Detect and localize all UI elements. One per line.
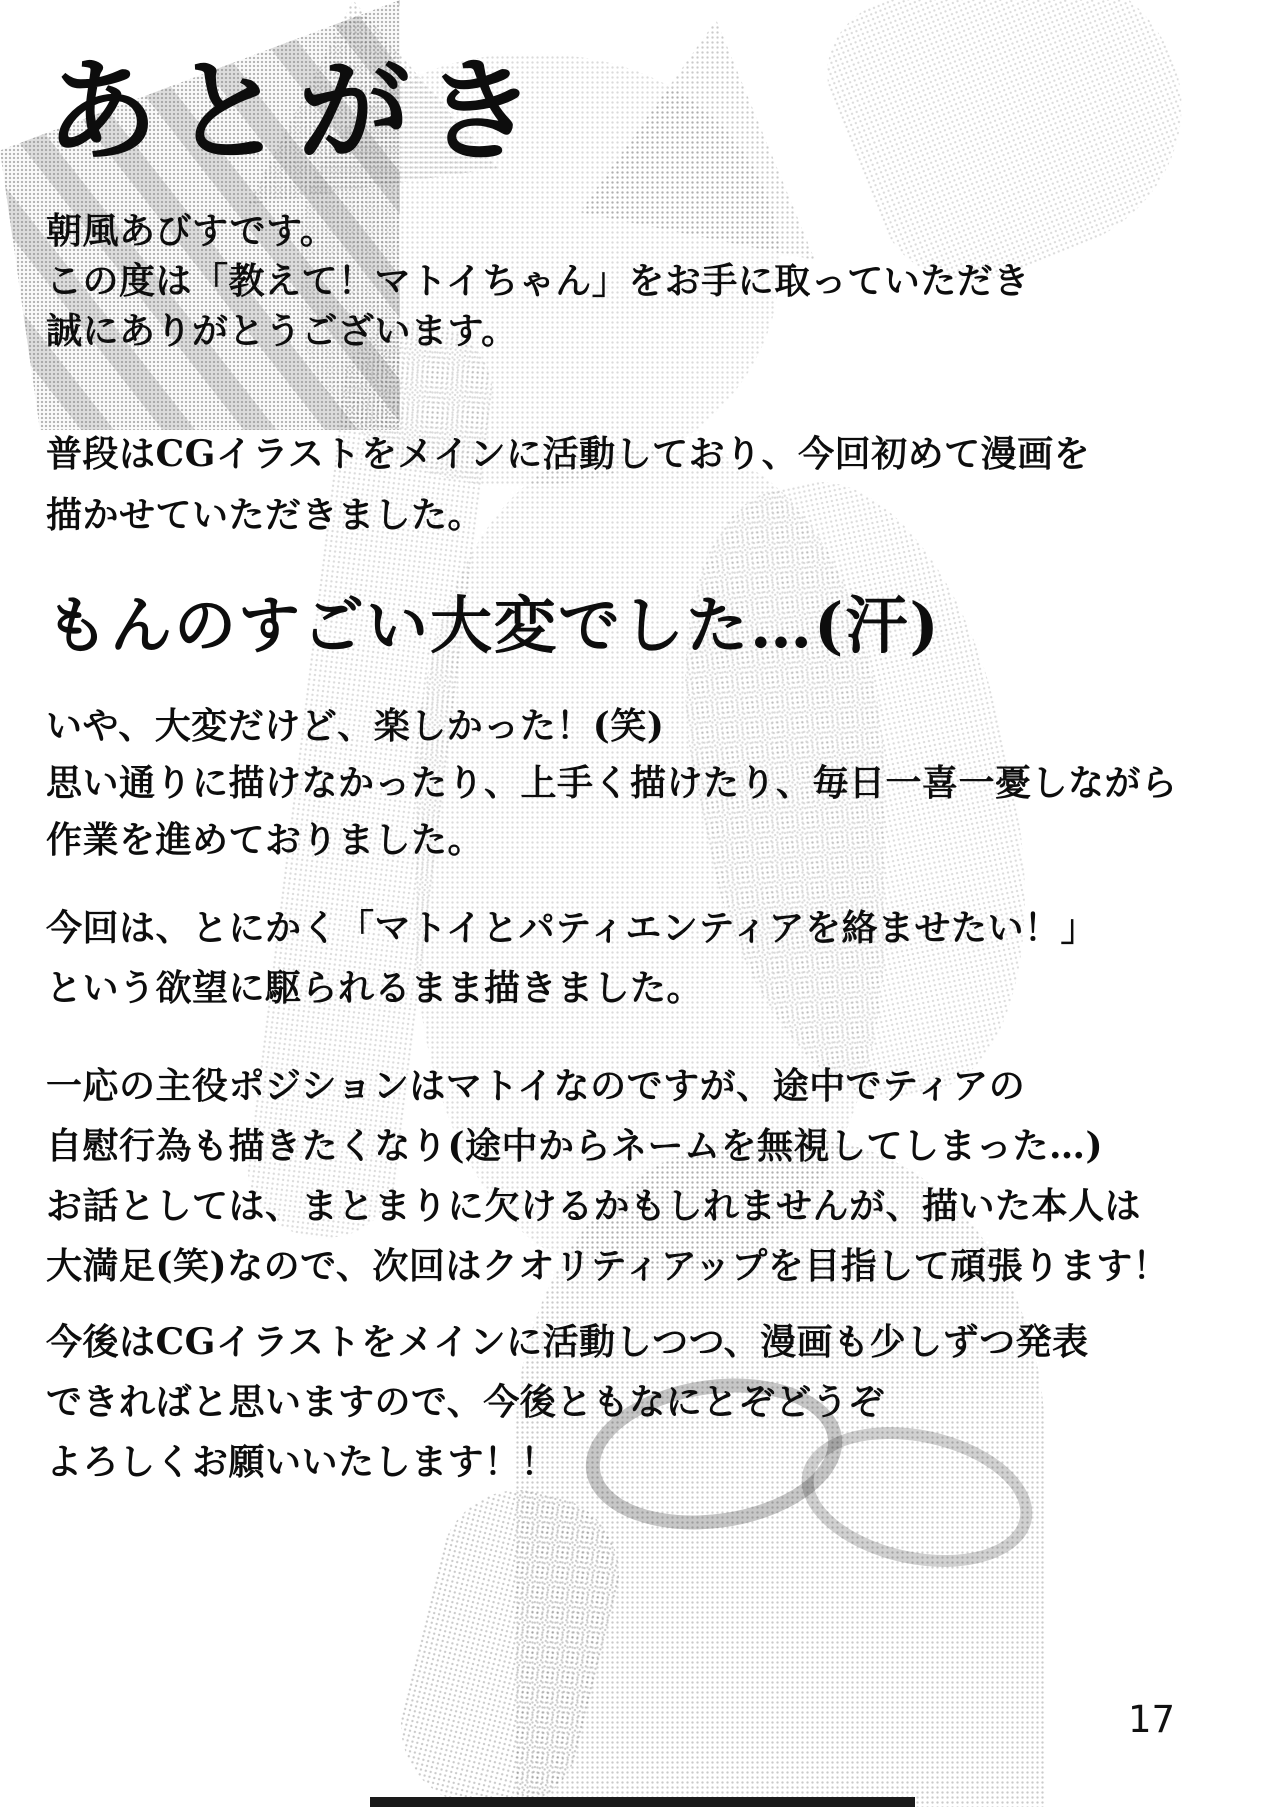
text-line: この度は「教えて！マトイちゃん」をお手に取っていただき: [46, 260, 1030, 302]
text-line: 描かせていただきました。: [46, 494, 485, 536]
scan-edge-bar: [370, 1797, 915, 1807]
page-number: 17: [1128, 1698, 1176, 1741]
text-line: 普段はCGイラストをメインに活動しており、今回初めて漫画を: [46, 433, 1091, 475]
text-line: という欲望に駆られるまま描きました。: [46, 967, 704, 1009]
emphasis-heading: もんのすごい大変でした…(汗): [46, 589, 941, 662]
text-line: 誠にありがとうございます。: [46, 310, 518, 352]
text-line: お話としては、まとまりに欠けるかもしれませんが、描いた本人は: [46, 1185, 1142, 1227]
hair-strand-bottom-shape: [384, 1473, 636, 1807]
paragraph-desire: [46, 898, 1097, 1018]
text-line: 自慰行為も描きたくなり(途中からネームを無視してしまった…): [46, 1125, 1104, 1167]
text-line: いや、大変だけど、楽しかった！(笑): [46, 705, 665, 747]
text-line: 朝風あびすです。: [46, 210, 337, 252]
text-line: よろしくお願いいたします！！: [46, 1441, 558, 1483]
text-line: できればと思いますので、今後ともなにとぞどうぞ: [46, 1381, 885, 1423]
text-line: 一応の主役ポジションはマトイなのですが、途中でティアの: [46, 1065, 1026, 1107]
paragraph-story: [46, 1056, 1169, 1296]
text-line: 作業を進めておりました。: [46, 819, 485, 861]
page-title: あとがき: [46, 46, 550, 177]
paragraph-future: [46, 1312, 1089, 1492]
text-line: 今後はCGイラストをメインに活動しつつ、漫画も少しずつ発表: [46, 1321, 1089, 1363]
paragraph-about-cg: [46, 424, 1090, 546]
text-line: 今回は、とにかく「マトイとパティエンティアを絡ませたい！」: [46, 907, 1097, 949]
text-line: 大満足(笑)なので、次回はクオリティアップを目指して頑張ります！: [46, 1245, 1170, 1287]
text-line: 思い通りに描けなかったり、上手く描けたり、毎日一喜一憂しながら: [46, 762, 1178, 804]
paragraph-enjoyed: [46, 698, 1178, 869]
paragraph-opening: [46, 206, 1030, 356]
